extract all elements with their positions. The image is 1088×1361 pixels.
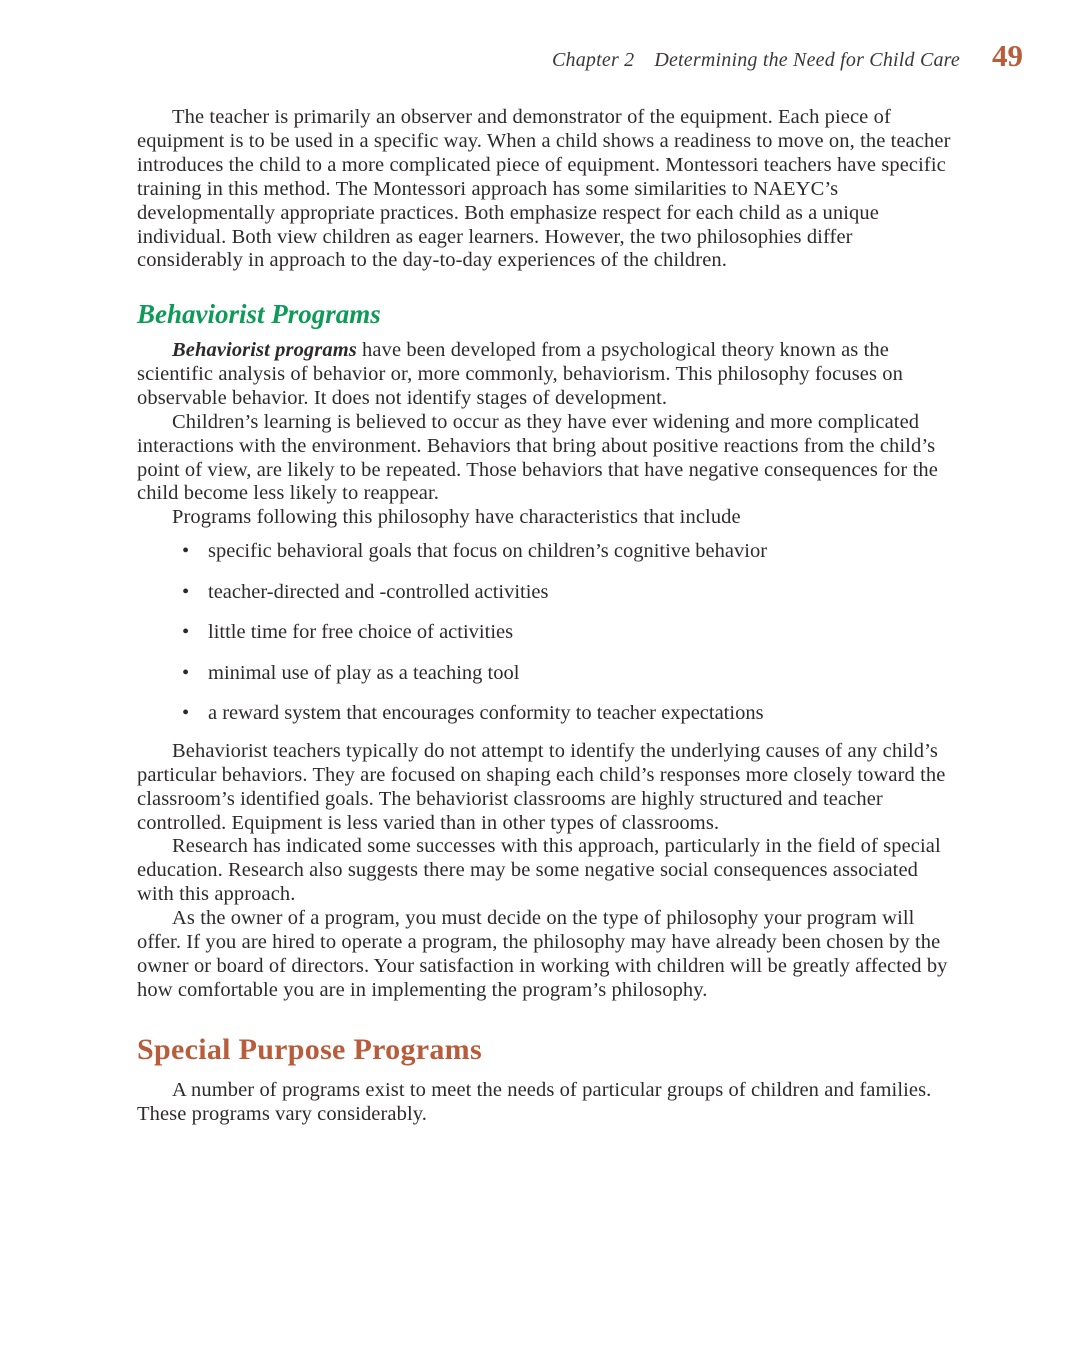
list-item xyxy=(137,540,953,564)
bullet-icon: • xyxy=(182,621,190,644)
list-item-text: teacher-directed and -controlled activities xyxy=(208,580,549,603)
page-number: 49 xyxy=(992,38,1023,73)
paragraph-research: Research has indicated some successes with this approach, particularly in the field of special education. Research also suggests there may be some negative social consequences associated with this approach. xyxy=(137,835,941,906)
bullet-icon: • xyxy=(182,661,190,684)
bullet-icon: • xyxy=(182,540,190,563)
paragraph-behaviorist-intro-rest: have been developed from a psychological theory known as the scientific analysis of behavior or, more commonly, behaviorism. This philosophy focuses on observable behavior. It does not identify stages of development. xyxy=(137,339,903,409)
paragraph-childrens-learning: Children’s learning is believed to occur as they have ever widening and more complicated interactions with the environment. Behaviors that bring about positive reactions from the child’s point of view, are likely to be repeated. Those behaviors that have negative consequences for the child become less likely to reappear. xyxy=(137,410,938,505)
paragraph-program-characteristics: Programs following this philosophy have characteristics that include xyxy=(172,506,741,529)
bullet-icon: • xyxy=(182,580,190,603)
list-item xyxy=(137,621,953,645)
list-item xyxy=(137,702,953,726)
paragraph-montessori: The teacher is primarily an observer and demonstrator of the equipment. Each piece of equipment is to be used in a specific way. When a child shows a readiness to move on, the teacher introduces the child to a more complicated piece of equipment. Montessori teachers have specific training in this method. The Montessori approach has some similarities to NAEYC’s developmentally appropriate practices. Both emphasize respect for each child as a unique individual. Both view children as eager learners. However, the two philosophies differ considerably in approach to the day-to-day experiences of the children. xyxy=(137,106,951,272)
list-item-text: specific behavioral goals that focus on children’s cognitive behavior xyxy=(208,540,768,563)
heading-special-purpose-programs: Special Purpose Programs xyxy=(137,1032,482,1066)
list-item xyxy=(137,662,953,686)
paragraph-owner-philosophy: As the owner of a program, you must decide on the type of philosophy your program will offer. If you are hired to operate a program, the philosophy may have already been chosen by the owner or board of directors. Your satisfaction in working with children will be greatly affected by how comfortable you are in implementing the program’s philosophy. xyxy=(137,907,948,1001)
paragraph-special-purpose-intro: A number of programs exist to meet the needs of particular groups of children and families. These programs vary considerably. xyxy=(137,1078,932,1125)
page-header xyxy=(0,40,1023,72)
running-head xyxy=(552,49,960,72)
bullet-icon: • xyxy=(182,701,190,724)
list-item-text: a reward system that encourages conformity to teacher expectations xyxy=(208,701,764,724)
page-body xyxy=(137,106,953,1127)
behaviorist-programs-term: Behaviorist programs xyxy=(172,339,357,362)
list-item-text: minimal use of play as a teaching tool xyxy=(208,661,520,684)
characteristics-list xyxy=(137,540,953,726)
paragraph-behaviorist-intro xyxy=(137,339,953,411)
chapter-title: Determining the Need for Child Care xyxy=(654,49,960,71)
paragraph-behaviorist-teachers: Behaviorist teachers typically do not attempt to identify the underlying causes of any child’s particular behaviors. They are focused on shaping each child’s responses more closely toward the classroom’s identified goals. The behaviorist classrooms are highly structured and teacher controlled. Equipment is less varied than in other types of classrooms. xyxy=(137,739,946,834)
heading-behaviorist-programs: Behaviorist Programs xyxy=(137,299,381,330)
list-item xyxy=(137,581,953,605)
chapter-label: Chapter 2 xyxy=(551,49,635,71)
list-item-text: little time for free choice of activities xyxy=(208,621,514,644)
